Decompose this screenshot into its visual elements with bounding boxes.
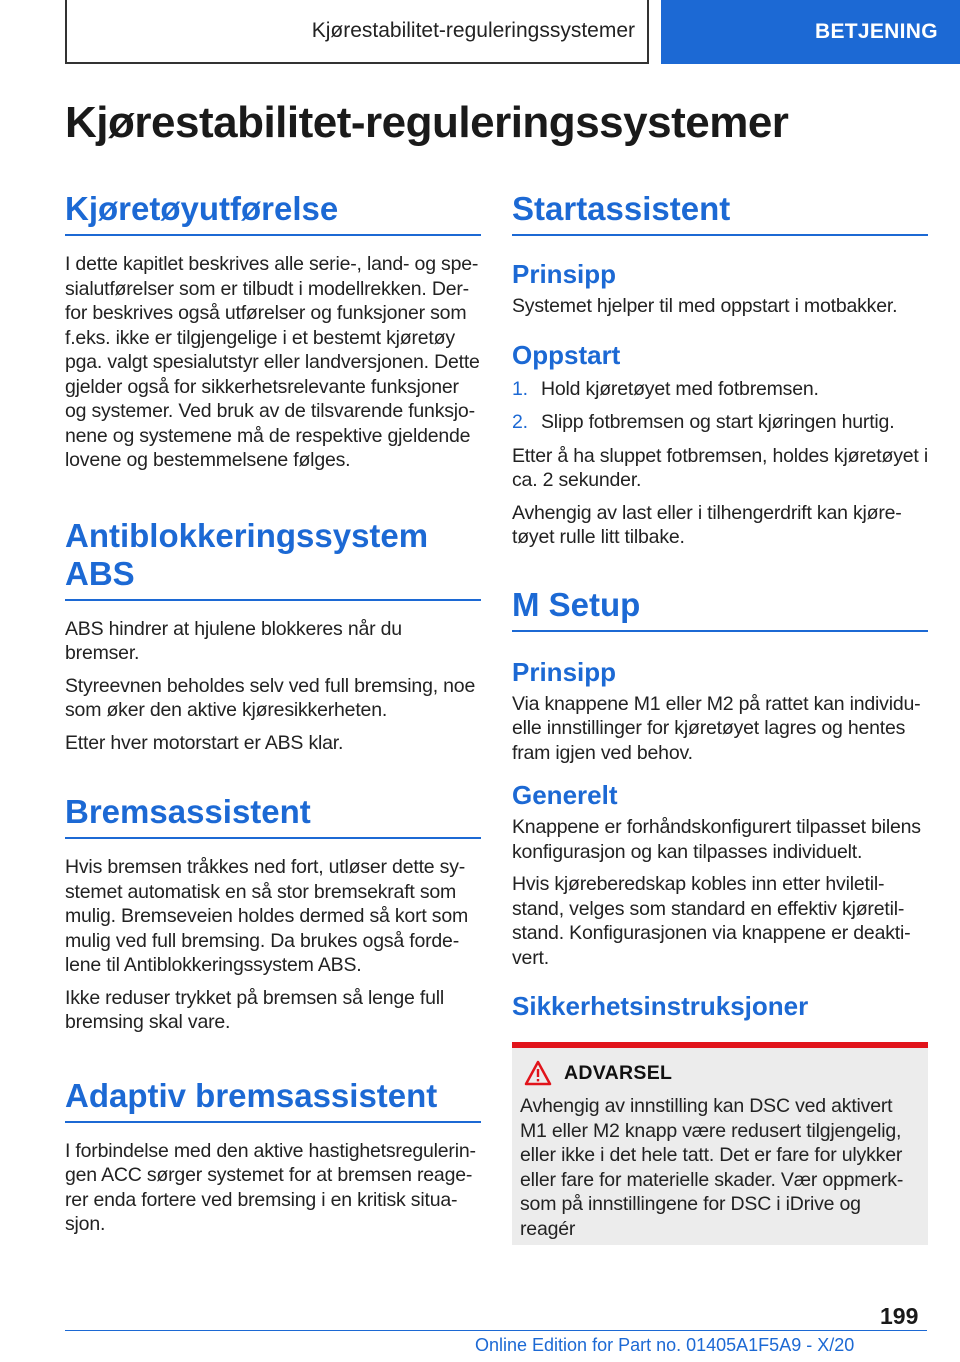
warning-label: ADVARSEL xyxy=(564,1061,673,1084)
warning-triangle-icon xyxy=(524,1060,552,1086)
msetup-prinsipp-text: Via knappene M1 eller M2 på rattet kan individu-elle innstillinger for kjøretøyet lagres og hentes fram igjen ved behov. xyxy=(512,692,921,764)
heading-abs: Antiblokkeringssystem ABS xyxy=(65,517,481,601)
left-column xyxy=(65,190,481,1237)
heading-start-prinsipp: Prinsipp xyxy=(512,259,617,289)
header-chapter-tab[interactable] xyxy=(661,0,960,64)
oppstart-steps xyxy=(512,377,928,435)
heading-m-setup: M Setup xyxy=(512,586,928,632)
heading-startassistent: Startassistent xyxy=(512,190,928,236)
heading-adaptiv-bremsassistent: Adaptiv bremsassistent xyxy=(65,1077,481,1123)
warning-header xyxy=(520,1060,920,1086)
page-title: Kjørestabilitet-reguleringssystemer xyxy=(65,98,789,147)
page-number: 199 xyxy=(880,1303,919,1329)
warning-box xyxy=(512,1042,928,1245)
adaptiv-text-1: I forbindelse med den aktive hastighetsregulerin-gen ACC sørger systemet for at bremsen reage-rer enda fortere ved bremsing i en kritisk situa-sjon. xyxy=(65,1139,476,1235)
right-column xyxy=(512,190,928,1245)
heading-oppstart: Oppstart xyxy=(512,339,621,370)
heading-generelt: Generelt xyxy=(512,780,618,810)
bremsassistent-text-2: Ikke reduser trykket på bremsen så lenge full bremsing skal vare. xyxy=(65,986,445,1033)
list-item xyxy=(512,410,928,435)
generelt-text-1: Knappene er forhåndskonfigurert tilpasset bilens konfigurasjon og kan tilpasses individuelt. xyxy=(512,816,921,863)
bremsassistent-text-1: Hvis bremsen tråkkes ned fort, utløser dette sy-stemet automatisk en så stor bremsekraft som mulig. Bremseveien holdes dermed så kort som mulig ved full bremsing. Da brukes også forde-lene til Antiblokkeringssystem ABS. xyxy=(65,856,469,976)
kjoretoy-text: I dette kapitlet beskrives alle serie-, land- og spe-sialutførelser som er tilbudt i modellrekken. Der-for beskrives også utførelser og funksjoner som f.eks. ikke er tilgjengelige i et bestemt kjøretøy pga. valgt spesialutstyr eller landversjonen. Dette gjelder også for sikkerhetsrelevante funksjoner og systemer. Ved bruk av de tilsvarende funksjo-nene og systemene må de respektive gjeldende lovene og bestemmelsene følges. xyxy=(65,253,480,471)
heading-sikkerhetsinstruksjoner: Sikkerhetsinstruksjoner xyxy=(512,991,809,1021)
warning-text: Avhengig av innstilling kan DSC ved aktivert M1 eller M2 knapp være redusert tilgjengelig, eller ikke i det hele tatt. Det er fare for ulykker eller fare for materielle skader. Vær oppmerk-som på innstillingene for DSC i iDrive og reagér xyxy=(520,1095,904,1240)
oppstart-text-2: Avhengig av last eller i tilhengerdrift kan kjøre-tøyet rulle litt tilbake. xyxy=(512,501,902,548)
list-item xyxy=(512,377,928,402)
generelt-text-2: Hvis kjøreberedskap kobles inn etter hviletil-stand, velges som standard en effektiv kjøretil-stand. Konfigurasjonen via knappene er deakti-vert. xyxy=(512,873,911,969)
abs-text-2: Styreevnen beholdes selv ved full bremsing, noe som øker den aktive kjøresikkerheten. xyxy=(65,674,476,721)
header-chapter-text: BETJENING xyxy=(815,20,938,43)
header-section-title xyxy=(65,0,649,64)
heading-kjoretoyutforelse: Kjøretøyutførelse xyxy=(65,190,481,236)
footer-divider xyxy=(65,1330,927,1331)
step-number: 1. xyxy=(512,377,528,400)
step-text: Hold kjøretøyet med fotbremsen. xyxy=(541,377,819,400)
heading-msetup-prinsipp: Prinsipp xyxy=(512,656,617,687)
abs-text-1: ABS hindrer at hjulene blokkeres når du bremser. xyxy=(65,617,402,664)
step-number: 2. xyxy=(512,411,528,433)
header-section-title-text: Kjørestabilitet-reguleringssystemer xyxy=(311,19,635,42)
footer-edition: Online Edition for Part no. 01405A1F5A9 - X/20 xyxy=(475,1335,855,1355)
oppstart-text-1: Etter å ha sluppet fotbremsen, holdes kjøretøyet i ca. 2 sekunder. xyxy=(512,444,928,491)
heading-bremsassistent: Bremsassistent xyxy=(65,793,481,839)
step-text: Slipp fotbremsen og start kjøringen hurtig. xyxy=(541,411,895,433)
start-prinsipp-text: Systemet hjelper til med oppstart i motbakker. xyxy=(512,295,898,317)
abs-text-3: Etter hver motorstart er ABS klar. xyxy=(65,731,344,754)
